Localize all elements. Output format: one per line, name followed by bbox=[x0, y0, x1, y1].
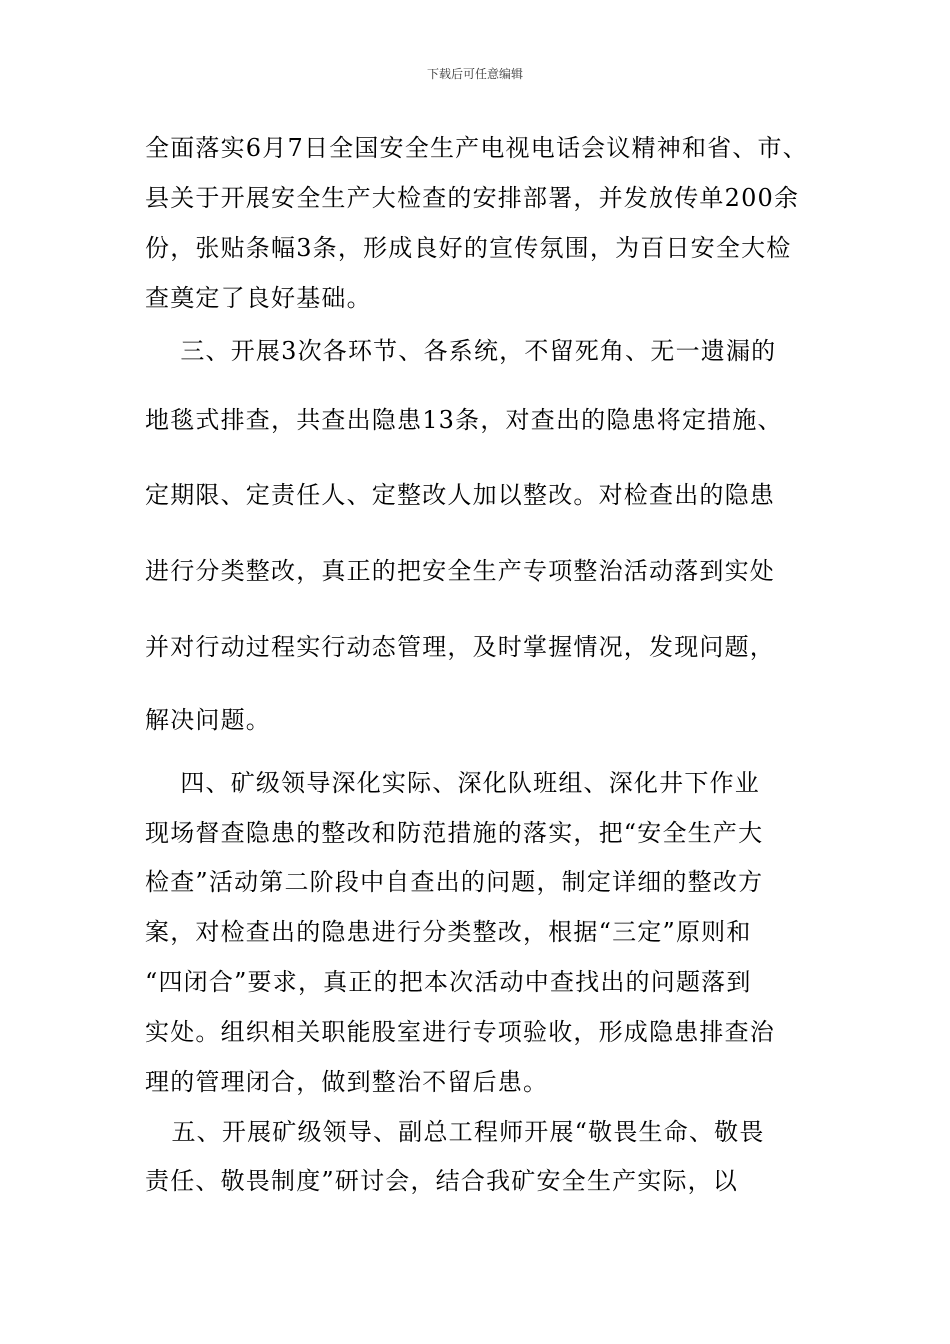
body-line: 进行分类整改，真正的把安全生产专项整治活动落到实处 bbox=[145, 557, 775, 585]
body-line: 全面落实6月7日全国安全生产电视电话会议精神和省、市、 bbox=[145, 134, 808, 162]
page-header: 下载后可任意编辑 bbox=[426, 67, 523, 81]
body-line: 四、矿级领导深化实际、深化队班组、深化井下作业 bbox=[145, 769, 760, 797]
body-line: 解决问题。 bbox=[145, 706, 271, 734]
body-line: 责任、敬畏制度”研讨会，结合我矿安全生产实际，以 bbox=[145, 1167, 739, 1195]
body-line: 案，对检查出的隐患进行分类整改，根据“三定”原则和 bbox=[145, 918, 752, 946]
body-line: 三、开展3次各环节、各系统，不留死角、无一遗漏的 bbox=[145, 337, 777, 365]
body-line: “四闭合”要求，真正的把本次活动中查找出的问题落到 bbox=[145, 968, 752, 996]
body-line: 县关于开展安全生产大检查的安排部署，并发放传单200余 bbox=[145, 184, 800, 212]
body-line: 份，张贴条幅3条，形成良好的宣传氛围，为百日安全大检 bbox=[145, 234, 792, 262]
body-line: 实处。组织相关职能股室进行专项验收，形成隐患排查治 bbox=[145, 1018, 775, 1046]
body-line: 定期限、定责任人、定整改人加以整改。对检查出的隐患 bbox=[145, 481, 775, 509]
body-line: 检查”活动第二阶段中自查出的问题，制定详细的整改方 bbox=[145, 868, 764, 896]
body-line: 理的管理闭合，做到整治不留后患。 bbox=[145, 1068, 549, 1096]
body-line: 并对行动过程实行动态管理，及时掌握情况，发现问题， bbox=[145, 633, 775, 661]
body-line: 五、开展矿级领导、副总工程师开展“敬畏生命、敬畏 bbox=[145, 1118, 765, 1146]
body-line: 地毯式排查，共查出隐患13条，对查出的隐患将定措施、 bbox=[145, 406, 783, 434]
body-line: 查奠定了良好基础。 bbox=[145, 284, 372, 312]
body-line: 现场督查隐患的整改和防范措施的落实，把“安全生产大 bbox=[145, 819, 764, 847]
